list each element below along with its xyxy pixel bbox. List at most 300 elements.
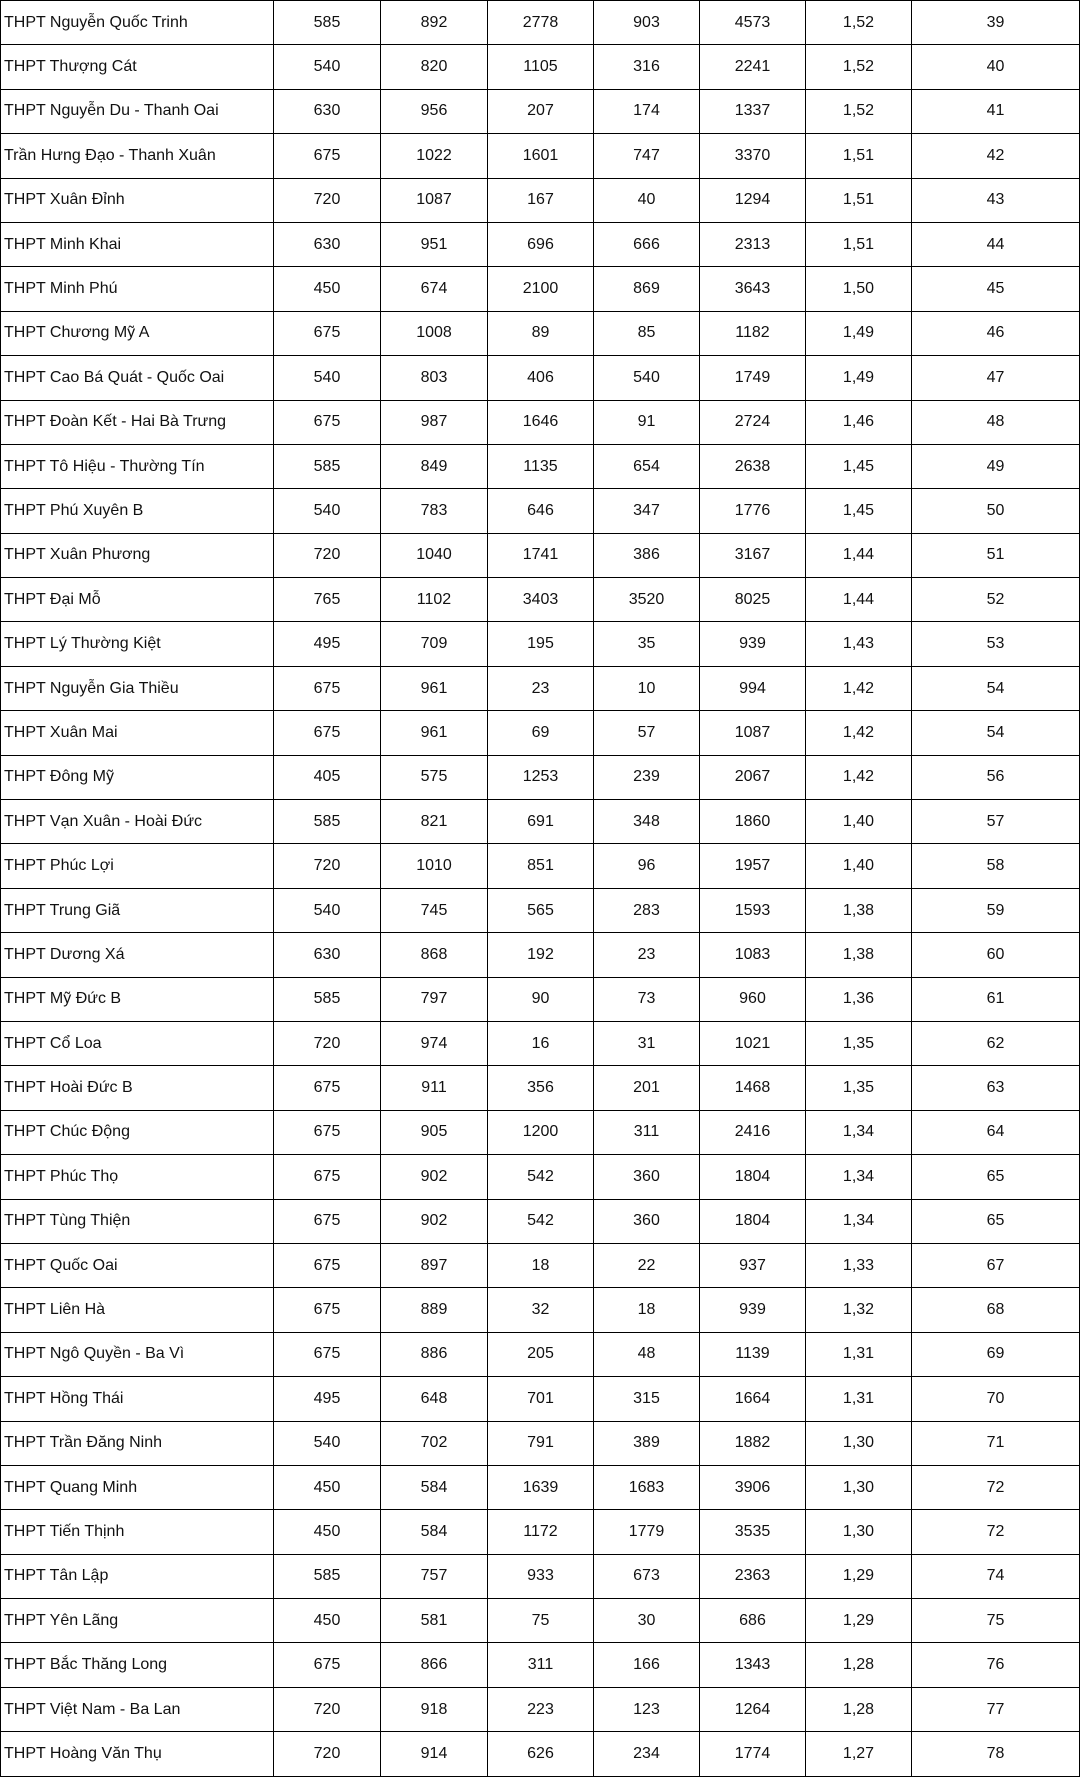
total-registrations-cell: 2724	[700, 400, 806, 444]
table-row	[1, 1510, 1080, 1554]
nv1-registrations-cell: 974	[381, 1021, 488, 1065]
nv2-registrations-cell: 23	[488, 666, 594, 710]
rank-cell: 72	[912, 1465, 1080, 1509]
quota-cell: 495	[274, 1377, 381, 1421]
total-registrations-cell: 2241	[700, 45, 806, 89]
nv1-registrations-cell: 902	[381, 1155, 488, 1199]
total-registrations-cell: 2416	[700, 1110, 806, 1154]
nv3-registrations-cell: 316	[594, 45, 700, 89]
nv3-registrations-cell: 201	[594, 1066, 700, 1110]
nv2-registrations-cell: 626	[488, 1732, 594, 1776]
table-row	[1, 755, 1080, 799]
quota-cell: 720	[274, 1021, 381, 1065]
nv1-registrations-cell: 1102	[381, 578, 488, 622]
nv2-registrations-cell: 1646	[488, 400, 594, 444]
nv3-registrations-cell: 22	[594, 1243, 700, 1287]
rank-cell: 63	[912, 1066, 1080, 1110]
competition-ratio-cell: 1,40	[806, 800, 912, 844]
total-registrations-cell: 1294	[700, 178, 806, 222]
table-row	[1, 844, 1080, 888]
competition-ratio-cell: 1,32	[806, 1288, 912, 1332]
nv1-registrations-cell: 961	[381, 711, 488, 755]
nv3-registrations-cell: 48	[594, 1332, 700, 1376]
nv2-registrations-cell: 192	[488, 933, 594, 977]
school-name-cell: THPT Vạn Xuân - Hoài Đức	[1, 800, 274, 844]
nv3-registrations-cell: 360	[594, 1199, 700, 1243]
total-registrations-cell: 939	[700, 1288, 806, 1332]
school-name-cell: THPT Phú Xuyên B	[1, 489, 274, 533]
total-registrations-cell: 1264	[700, 1687, 806, 1731]
school-name-cell: THPT Việt Nam - Ba Lan	[1, 1687, 274, 1731]
school-name-cell: THPT Nguyễn Du - Thanh Oai	[1, 89, 274, 133]
nv3-registrations-cell: 10	[594, 666, 700, 710]
nv1-registrations-cell: 757	[381, 1554, 488, 1598]
total-registrations-cell: 2067	[700, 755, 806, 799]
quota-cell: 675	[274, 711, 381, 755]
competition-ratio-cell: 1,35	[806, 1021, 912, 1065]
rank-cell: 46	[912, 311, 1080, 355]
nv1-registrations-cell: 914	[381, 1732, 488, 1776]
quota-cell: 630	[274, 89, 381, 133]
total-registrations-cell: 1337	[700, 89, 806, 133]
quota-cell: 675	[274, 1199, 381, 1243]
competition-ratio-cell: 1,31	[806, 1332, 912, 1376]
competition-ratio-cell: 1,50	[806, 267, 912, 311]
nv2-registrations-cell: 542	[488, 1199, 594, 1243]
nv1-registrations-cell: 648	[381, 1377, 488, 1421]
rank-cell: 76	[912, 1643, 1080, 1687]
school-name-cell: THPT Xuân Phương	[1, 533, 274, 577]
school-name-cell: THPT Cao Bá Quát - Quốc Oai	[1, 356, 274, 400]
nv2-registrations-cell: 18	[488, 1243, 594, 1287]
table-row	[1, 222, 1080, 266]
table-row	[1, 622, 1080, 666]
competition-ratio-cell: 1,34	[806, 1155, 912, 1199]
quota-cell: 585	[274, 1554, 381, 1598]
nv2-registrations-cell: 16	[488, 1021, 594, 1065]
nv3-registrations-cell: 40	[594, 178, 700, 222]
table-row	[1, 1465, 1080, 1509]
rank-cell: 54	[912, 711, 1080, 755]
nv3-registrations-cell: 166	[594, 1643, 700, 1687]
rank-cell: 41	[912, 89, 1080, 133]
nv2-registrations-cell: 1135	[488, 444, 594, 488]
nv1-registrations-cell: 1087	[381, 178, 488, 222]
nv3-registrations-cell: 903	[594, 1, 700, 45]
table-row	[1, 1332, 1080, 1376]
competition-ratio-cell: 1,45	[806, 444, 912, 488]
total-registrations-cell: 1749	[700, 356, 806, 400]
competition-ratio-cell: 1,51	[806, 222, 912, 266]
quota-cell: 720	[274, 844, 381, 888]
table-row	[1, 1288, 1080, 1332]
nv2-registrations-cell: 701	[488, 1377, 594, 1421]
competition-ratio-cell: 1,34	[806, 1110, 912, 1154]
nv2-registrations-cell: 75	[488, 1599, 594, 1643]
school-name-cell: THPT Nguyễn Quốc Trinh	[1, 1, 274, 45]
table-row	[1, 1421, 1080, 1465]
school-name-cell: THPT Cổ Loa	[1, 1021, 274, 1065]
rank-cell: 48	[912, 400, 1080, 444]
competition-ratio-cell: 1,28	[806, 1643, 912, 1687]
rank-cell: 52	[912, 578, 1080, 622]
table-row	[1, 1021, 1080, 1065]
nv1-registrations-cell: 745	[381, 888, 488, 932]
rank-cell: 62	[912, 1021, 1080, 1065]
nv2-registrations-cell: 1105	[488, 45, 594, 89]
nv3-registrations-cell: 1779	[594, 1510, 700, 1554]
quota-cell: 720	[274, 533, 381, 577]
nv2-registrations-cell: 691	[488, 800, 594, 844]
nv2-registrations-cell: 1601	[488, 134, 594, 178]
quota-cell: 765	[274, 578, 381, 622]
school-name-cell: THPT Trung Giã	[1, 888, 274, 932]
rank-cell: 45	[912, 267, 1080, 311]
total-registrations-cell: 3167	[700, 533, 806, 577]
table-row	[1, 1, 1080, 45]
rank-cell: 42	[912, 134, 1080, 178]
table-row	[1, 489, 1080, 533]
nv3-registrations-cell: 30	[594, 1599, 700, 1643]
quota-cell: 450	[274, 1465, 381, 1509]
rank-cell: 71	[912, 1421, 1080, 1465]
nv2-registrations-cell: 406	[488, 356, 594, 400]
quota-cell: 720	[274, 178, 381, 222]
competition-ratio-cell: 1,30	[806, 1465, 912, 1509]
table-row	[1, 1199, 1080, 1243]
nv2-registrations-cell: 646	[488, 489, 594, 533]
nv2-registrations-cell: 542	[488, 1155, 594, 1199]
competition-ratio-cell: 1,46	[806, 400, 912, 444]
quota-cell: 540	[274, 356, 381, 400]
table-row	[1, 666, 1080, 710]
competition-ratio-cell: 1,30	[806, 1510, 912, 1554]
total-registrations-cell: 1087	[700, 711, 806, 755]
quota-cell: 585	[274, 444, 381, 488]
nv3-registrations-cell: 540	[594, 356, 700, 400]
nv3-registrations-cell: 389	[594, 1421, 700, 1465]
school-name-cell: THPT Yên Lãng	[1, 1599, 274, 1643]
total-registrations-cell: 2363	[700, 1554, 806, 1598]
competition-ratio-cell: 1,51	[806, 134, 912, 178]
rank-cell: 74	[912, 1554, 1080, 1598]
school-name-cell: THPT Trần Đăng Ninh	[1, 1421, 274, 1465]
quota-cell: 405	[274, 755, 381, 799]
quota-cell: 540	[274, 45, 381, 89]
table-row	[1, 1554, 1080, 1598]
nv2-registrations-cell: 205	[488, 1332, 594, 1376]
rank-cell: 53	[912, 622, 1080, 666]
table-row	[1, 356, 1080, 400]
school-name-cell: THPT Tiến Thịnh	[1, 1510, 274, 1554]
nv1-registrations-cell: 905	[381, 1110, 488, 1154]
nv1-registrations-cell: 849	[381, 444, 488, 488]
rank-cell: 39	[912, 1, 1080, 45]
quota-cell: 675	[274, 400, 381, 444]
nv3-registrations-cell: 174	[594, 89, 700, 133]
nv2-registrations-cell: 565	[488, 888, 594, 932]
competition-ratio-cell: 1,30	[806, 1421, 912, 1465]
nv2-registrations-cell: 2100	[488, 267, 594, 311]
quota-cell: 540	[274, 1421, 381, 1465]
competition-ratio-cell: 1,42	[806, 711, 912, 755]
school-name-cell: THPT Lý Thường Kiệt	[1, 622, 274, 666]
total-registrations-cell: 937	[700, 1243, 806, 1287]
rank-cell: 49	[912, 444, 1080, 488]
nv3-registrations-cell: 96	[594, 844, 700, 888]
school-name-cell: THPT Minh Khai	[1, 222, 274, 266]
rank-cell: 40	[912, 45, 1080, 89]
rank-cell: 67	[912, 1243, 1080, 1287]
nv1-registrations-cell: 897	[381, 1243, 488, 1287]
quota-cell: 675	[274, 1643, 381, 1687]
school-name-cell: THPT Dương Xá	[1, 933, 274, 977]
table-row	[1, 311, 1080, 355]
rank-cell: 57	[912, 800, 1080, 844]
table-row	[1, 134, 1080, 178]
nv2-registrations-cell: 90	[488, 977, 594, 1021]
nv1-registrations-cell: 584	[381, 1510, 488, 1554]
competition-ratio-cell: 1,31	[806, 1377, 912, 1421]
nv2-registrations-cell: 32	[488, 1288, 594, 1332]
nv2-registrations-cell: 791	[488, 1421, 594, 1465]
quota-cell: 720	[274, 1732, 381, 1776]
competition-ratio-cell: 1,42	[806, 666, 912, 710]
nv3-registrations-cell: 18	[594, 1288, 700, 1332]
table-row	[1, 888, 1080, 932]
nv1-registrations-cell: 584	[381, 1465, 488, 1509]
nv2-registrations-cell: 1253	[488, 755, 594, 799]
competition-ratio-cell: 1,27	[806, 1732, 912, 1776]
nv3-registrations-cell: 3520	[594, 578, 700, 622]
total-registrations-cell: 1776	[700, 489, 806, 533]
quota-cell: 720	[274, 1687, 381, 1731]
nv1-registrations-cell: 783	[381, 489, 488, 533]
nv1-registrations-cell: 911	[381, 1066, 488, 1110]
nv3-registrations-cell: 311	[594, 1110, 700, 1154]
rank-cell: 54	[912, 666, 1080, 710]
total-registrations-cell: 1343	[700, 1643, 806, 1687]
table-row	[1, 1732, 1080, 1776]
school-name-cell: THPT Đông Mỹ	[1, 755, 274, 799]
nv3-registrations-cell: 869	[594, 267, 700, 311]
total-registrations-cell: 960	[700, 977, 806, 1021]
competition-ratio-cell: 1,52	[806, 1, 912, 45]
table-row	[1, 1155, 1080, 1199]
nv2-registrations-cell: 311	[488, 1643, 594, 1687]
competition-ratio-cell: 1,43	[806, 622, 912, 666]
nv1-registrations-cell: 868	[381, 933, 488, 977]
nv2-registrations-cell: 1639	[488, 1465, 594, 1509]
nv1-registrations-cell: 956	[381, 89, 488, 133]
school-name-cell: THPT Xuân Mai	[1, 711, 274, 755]
nv3-registrations-cell: 91	[594, 400, 700, 444]
quota-cell: 675	[274, 1288, 381, 1332]
nv1-registrations-cell: 1040	[381, 533, 488, 577]
school-name-cell: THPT Hoài Đức B	[1, 1066, 274, 1110]
nv3-registrations-cell: 315	[594, 1377, 700, 1421]
nv3-registrations-cell: 85	[594, 311, 700, 355]
total-registrations-cell: 1664	[700, 1377, 806, 1421]
nv3-registrations-cell: 23	[594, 933, 700, 977]
table-row	[1, 178, 1080, 222]
rank-cell: 72	[912, 1510, 1080, 1554]
rank-cell: 65	[912, 1199, 1080, 1243]
nv1-registrations-cell: 1008	[381, 311, 488, 355]
table-row	[1, 1687, 1080, 1731]
quota-cell: 585	[274, 977, 381, 1021]
rank-cell: 50	[912, 489, 1080, 533]
competition-ratio-cell: 1,42	[806, 755, 912, 799]
rank-cell: 64	[912, 1110, 1080, 1154]
nv1-registrations-cell: 1010	[381, 844, 488, 888]
nv2-registrations-cell: 851	[488, 844, 594, 888]
competition-ratio-cell: 1,49	[806, 311, 912, 355]
total-registrations-cell: 2638	[700, 444, 806, 488]
school-name-cell: THPT Quốc Oai	[1, 1243, 274, 1287]
school-name-cell: THPT Minh Phú	[1, 267, 274, 311]
rank-cell: 60	[912, 933, 1080, 977]
school-name-cell: THPT Hoàng Văn Thụ	[1, 1732, 274, 1776]
competition-ratio-cell: 1,44	[806, 533, 912, 577]
total-registrations-cell: 1021	[700, 1021, 806, 1065]
nv1-registrations-cell: 886	[381, 1332, 488, 1376]
school-name-cell: THPT Xuân Đỉnh	[1, 178, 274, 222]
nv1-registrations-cell: 797	[381, 977, 488, 1021]
competition-ratio-cell: 1,36	[806, 977, 912, 1021]
nv2-registrations-cell: 195	[488, 622, 594, 666]
quota-cell: 675	[274, 666, 381, 710]
nv3-registrations-cell: 654	[594, 444, 700, 488]
quota-cell: 450	[274, 267, 381, 311]
nv3-registrations-cell: 673	[594, 1554, 700, 1598]
nv3-registrations-cell: 57	[594, 711, 700, 755]
competition-ratio-cell: 1,35	[806, 1066, 912, 1110]
nv1-registrations-cell: 951	[381, 222, 488, 266]
competition-ratio-cell: 1,52	[806, 45, 912, 89]
total-registrations-cell: 1182	[700, 311, 806, 355]
nv2-registrations-cell: 933	[488, 1554, 594, 1598]
rank-cell: 61	[912, 977, 1080, 1021]
school-name-cell: THPT Phúc Thọ	[1, 1155, 274, 1199]
competition-ratio-cell: 1,44	[806, 578, 912, 622]
nv2-registrations-cell: 69	[488, 711, 594, 755]
nv3-registrations-cell: 35	[594, 622, 700, 666]
nv1-registrations-cell: 702	[381, 1421, 488, 1465]
school-name-cell: THPT Ngô Quyền - Ba Vì	[1, 1332, 274, 1376]
nv2-registrations-cell: 89	[488, 311, 594, 355]
quota-cell: 630	[274, 222, 381, 266]
table-row	[1, 1599, 1080, 1643]
total-registrations-cell: 1860	[700, 800, 806, 844]
nv1-registrations-cell: 820	[381, 45, 488, 89]
table-row	[1, 1243, 1080, 1287]
nv2-registrations-cell: 3403	[488, 578, 594, 622]
competition-ratio-cell: 1,33	[806, 1243, 912, 1287]
nv3-registrations-cell: 234	[594, 1732, 700, 1776]
quota-cell: 675	[274, 134, 381, 178]
nv3-registrations-cell: 347	[594, 489, 700, 533]
table-row	[1, 400, 1080, 444]
rank-cell: 43	[912, 178, 1080, 222]
nv1-registrations-cell: 575	[381, 755, 488, 799]
rank-cell: 69	[912, 1332, 1080, 1376]
total-registrations-cell: 686	[700, 1599, 806, 1643]
nv2-registrations-cell: 1200	[488, 1110, 594, 1154]
nv3-registrations-cell: 348	[594, 800, 700, 844]
nv3-registrations-cell: 1683	[594, 1465, 700, 1509]
quota-cell: 450	[274, 1510, 381, 1554]
table-row	[1, 1377, 1080, 1421]
nv1-registrations-cell: 902	[381, 1199, 488, 1243]
nv3-registrations-cell: 747	[594, 134, 700, 178]
nv2-registrations-cell: 207	[488, 89, 594, 133]
nv1-registrations-cell: 987	[381, 400, 488, 444]
nv2-registrations-cell: 356	[488, 1066, 594, 1110]
total-registrations-cell: 939	[700, 622, 806, 666]
school-name-cell: THPT Tùng Thiện	[1, 1199, 274, 1243]
competition-ratio-cell: 1,29	[806, 1554, 912, 1598]
quota-cell: 675	[274, 1155, 381, 1199]
competition-ratio-cell: 1,38	[806, 888, 912, 932]
table-row	[1, 89, 1080, 133]
total-registrations-cell: 1593	[700, 888, 806, 932]
competition-ratio-cell: 1,51	[806, 178, 912, 222]
quota-cell: 675	[274, 1110, 381, 1154]
school-name-cell: THPT Chương Mỹ A	[1, 311, 274, 355]
nv3-registrations-cell: 73	[594, 977, 700, 1021]
table-row	[1, 800, 1080, 844]
total-registrations-cell: 3535	[700, 1510, 806, 1554]
nv2-registrations-cell: 223	[488, 1687, 594, 1731]
total-registrations-cell: 994	[700, 666, 806, 710]
total-registrations-cell: 1804	[700, 1155, 806, 1199]
nv1-registrations-cell: 866	[381, 1643, 488, 1687]
nv3-registrations-cell: 283	[594, 888, 700, 932]
total-registrations-cell: 1804	[700, 1199, 806, 1243]
quota-cell: 675	[274, 311, 381, 355]
total-registrations-cell: 3906	[700, 1465, 806, 1509]
table-row	[1, 444, 1080, 488]
rank-cell: 56	[912, 755, 1080, 799]
table-row	[1, 1066, 1080, 1110]
school-name-cell: THPT Hồng Thái	[1, 1377, 274, 1421]
total-registrations-cell: 1774	[700, 1732, 806, 1776]
nv1-registrations-cell: 918	[381, 1687, 488, 1731]
school-name-cell: THPT Tô Hiệu - Thường Tín	[1, 444, 274, 488]
nv2-registrations-cell: 696	[488, 222, 594, 266]
competition-ratio-cell: 1,52	[806, 89, 912, 133]
competition-ratio-cell: 1,28	[806, 1687, 912, 1731]
nv3-registrations-cell: 239	[594, 755, 700, 799]
quota-cell: 675	[274, 1066, 381, 1110]
rank-cell: 78	[912, 1732, 1080, 1776]
total-registrations-cell: 1957	[700, 844, 806, 888]
school-name-cell: THPT Mỹ Đức B	[1, 977, 274, 1021]
school-name-cell: THPT Bắc Thăng Long	[1, 1643, 274, 1687]
quota-cell: 630	[274, 933, 381, 977]
rank-cell: 47	[912, 356, 1080, 400]
school-name-cell: THPT Phúc Lợi	[1, 844, 274, 888]
school-name-cell: Trần Hưng Đạo - Thanh Xuân	[1, 134, 274, 178]
school-name-cell: THPT Đại Mỗ	[1, 578, 274, 622]
school-name-cell: THPT Liên Hà	[1, 1288, 274, 1332]
rank-cell: 75	[912, 1599, 1080, 1643]
total-registrations-cell: 1882	[700, 1421, 806, 1465]
nv1-registrations-cell: 821	[381, 800, 488, 844]
table-row	[1, 267, 1080, 311]
total-registrations-cell: 1139	[700, 1332, 806, 1376]
